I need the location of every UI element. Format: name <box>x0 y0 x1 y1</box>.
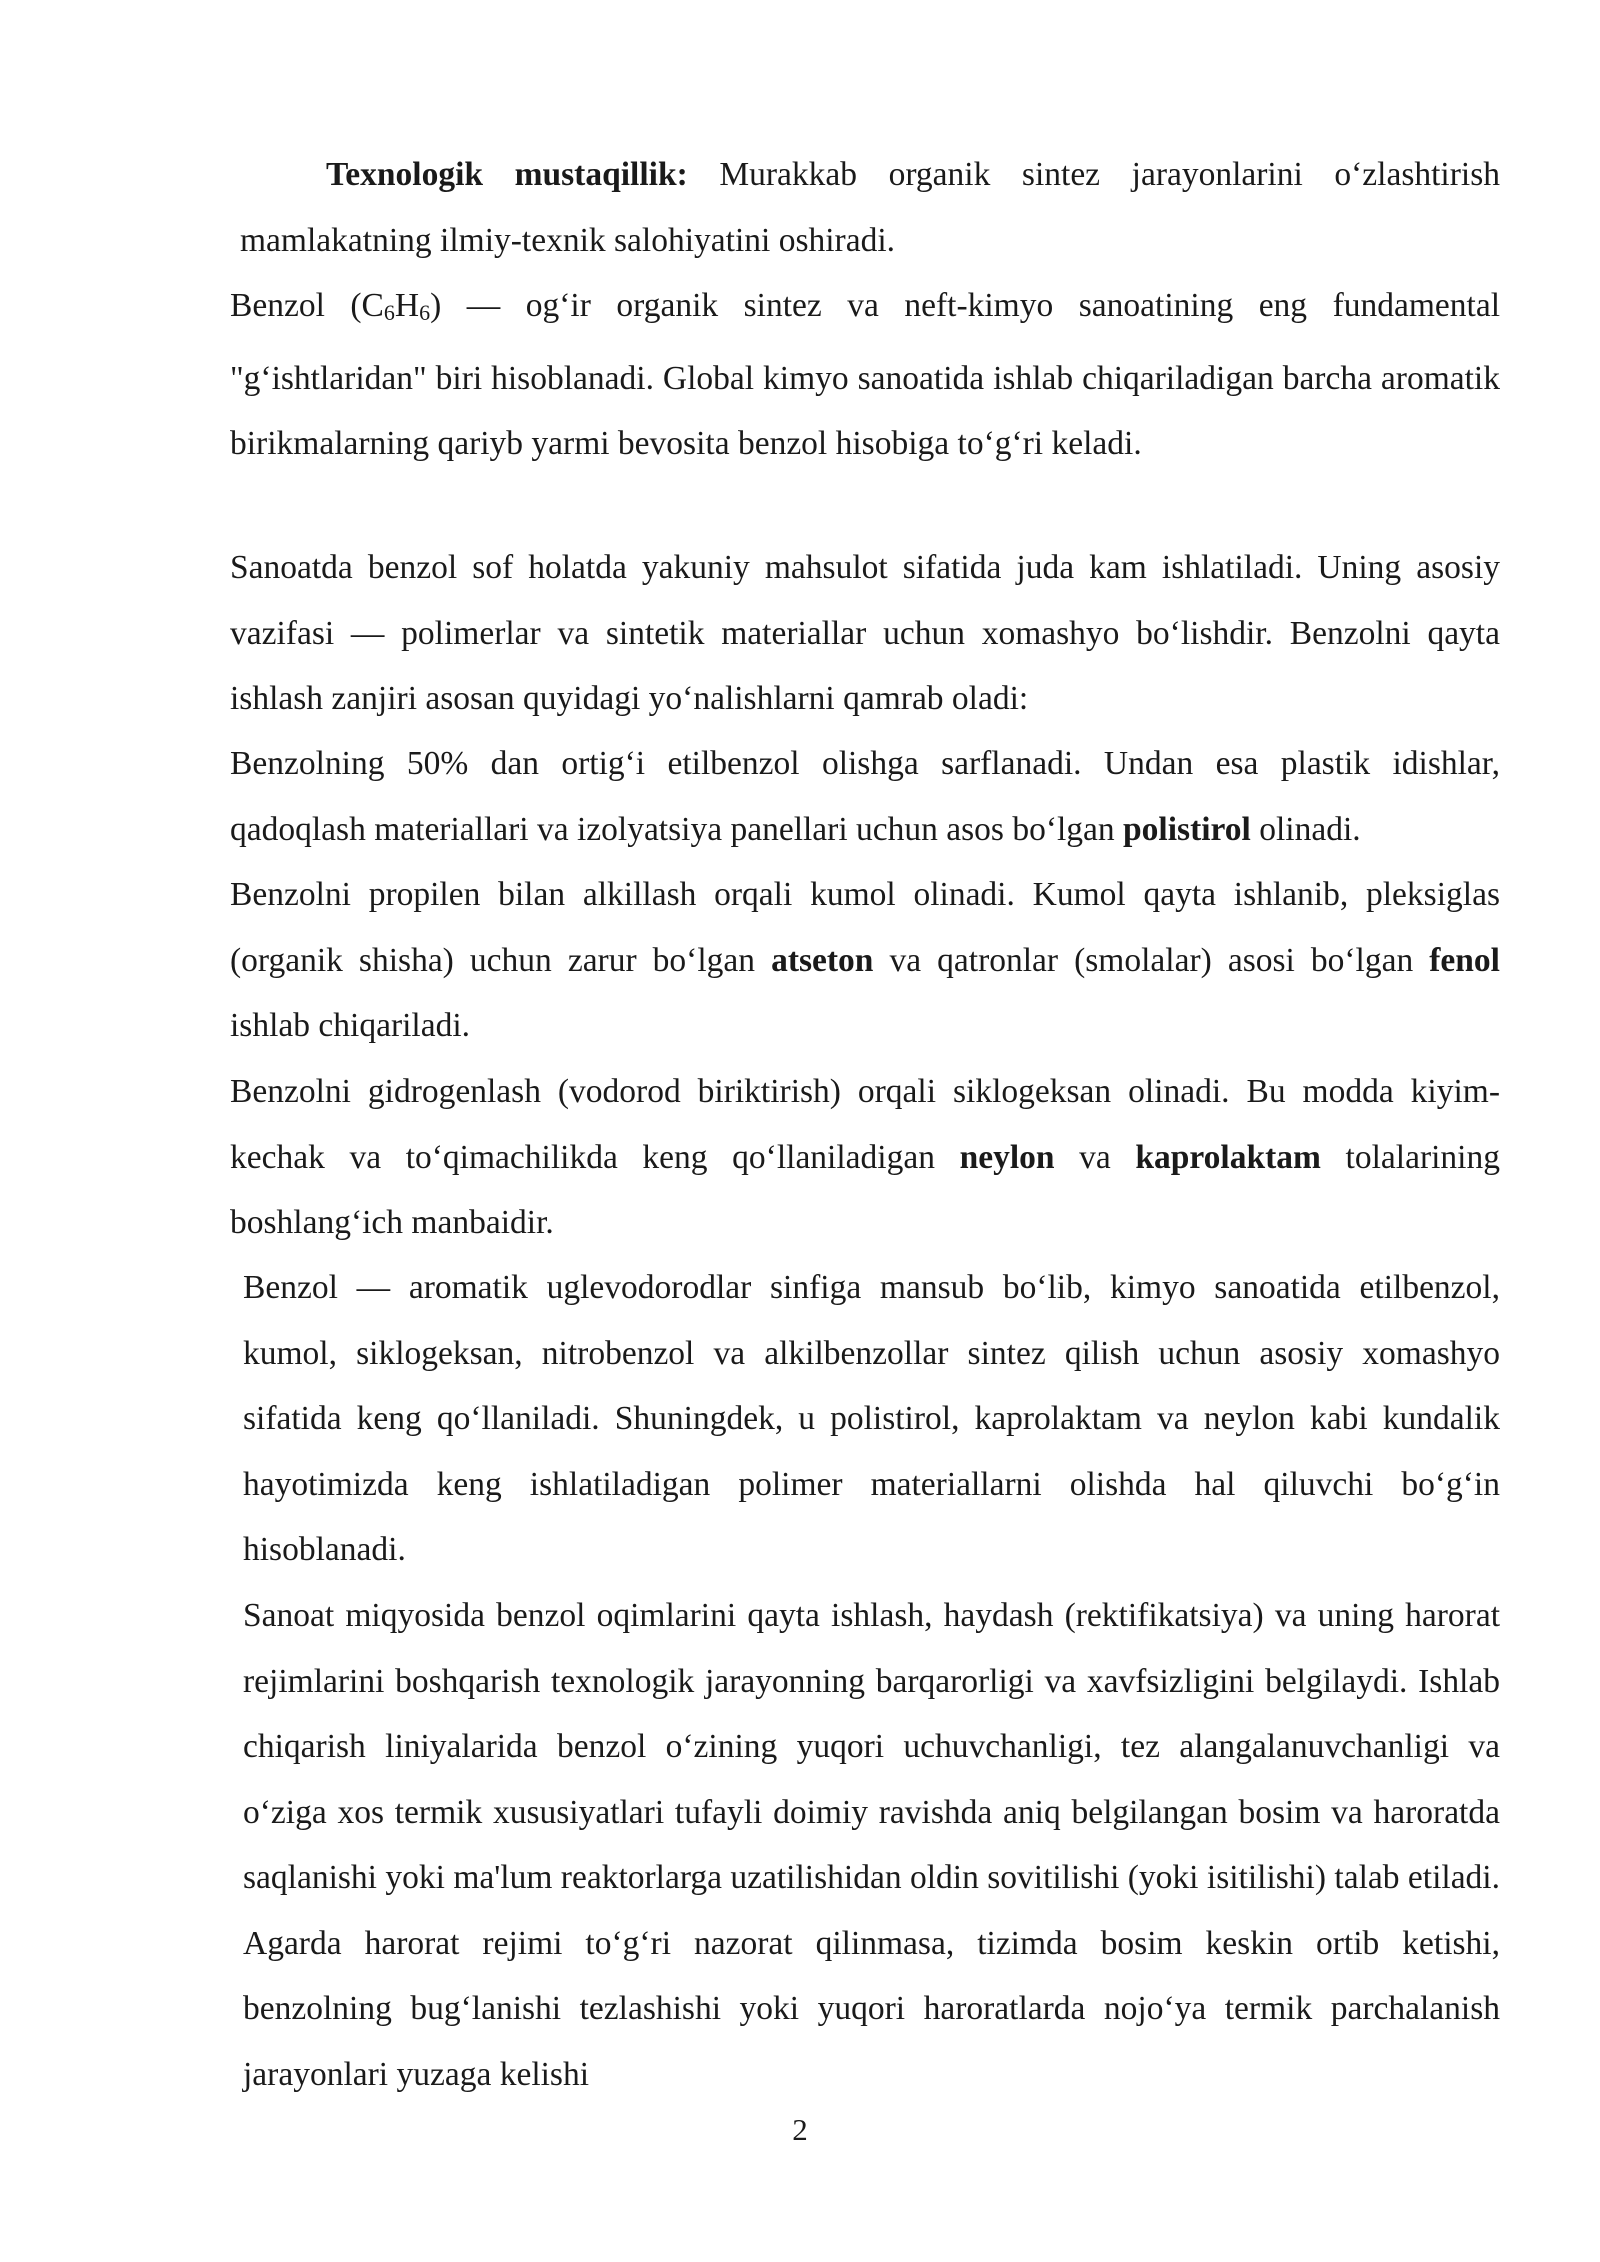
subscript: 6 <box>383 300 395 325</box>
paragraph-text: Sanoatda benzol sof holatda yakuniy mahsulot sifatida juda kam ishlatiladi. Uning asosiy vazifasi — polimerlar va sintetik materiallar uchun xomashyo bo‘lishdir. Benzolni qayta ishlash zanjiri asosan quyidagi yo‘nalishlarni qamrab oladi: <box>230 549 1500 717</box>
bold-term: neylon <box>959 1138 1055 1176</box>
paragraph-process-control <box>243 1583 1500 2107</box>
paragraph-text: olinadi. <box>1250 810 1361 848</box>
subscript: 6 <box>419 300 431 325</box>
paragraph-text: Benzolning 50% dan ortig‘i etilbenzol olishga sarflanadi. Undan esa plastik idishlar, qadoqlash materiallari va izolyatsiya panellari uchun asos bo‘lgan <box>230 745 1500 848</box>
paragraph-technological-independence <box>240 142 1500 273</box>
paragraph-industrial-use <box>230 535 1500 732</box>
paragraph-benzene-formula <box>230 273 1500 477</box>
paragraph-text: Benzolni gidrogenlash (vodorod biriktirish) orqali siklogeksan olinadi. Bu modda kiyim-kechak va to‘qimachilikda keng qo‘llaniladigan <box>230 1073 1500 1176</box>
bold-term: polistirol <box>1123 810 1251 848</box>
bold-term: atseton <box>771 941 874 979</box>
paragraph-ethylbenzene <box>230 731 1500 862</box>
paragraph-text: H <box>394 287 420 324</box>
paragraph-cyclohexane <box>230 1059 1500 1256</box>
paragraph-text: Benzol — aromatik uglevodorodlar sinfiga mansub bo‘lib, kimyo sanoatida etilbenzol, kumol, siklogeksan, nitrobenzol va alkilbenzollar sintez qilish uchun asosiy xomashyo sifatida keng qo‘llaniladi. Shuningdek, u polistirol, kaprolaktam va neylon kabi kundalik hayotimizda keng ishlatiladigan polimer materiallarni olishda hal qiluvchi bo‘g‘in hisoblanadi. <box>243 1269 1500 1568</box>
paragraph-cumene <box>230 862 1500 1059</box>
paragraph-text: Benzolni propilen bilan alkillash orqali kumol olinadi. Kumol qayta ishlanib, pleksiglas (organik shisha) uchun zarur bo‘lgan <box>230 876 1500 979</box>
bold-term: fenol <box>1429 941 1500 979</box>
page-number: 2 <box>792 2112 808 2147</box>
paragraph-text: va <box>1054 1138 1136 1176</box>
paragraph-text: Sanoat miqyosida benzol oqimlarini qayta ishlash, haydash (rektifikatsiya) va uning harorat rejimlarini boshqarish texnologik jarayonning barqarorligi va xavfsizligini belgilaydi. Ishlab chiqarish liniyalarida benzol o‘zining yuqori uchuvchanligi, tez alangalanuvchanligi va o‘ziga xos termik xususiyatlari tufayli doimiy ravishda aniq belgilangan bosim va haroratda saqlanishi yoki ma'lum reaktorlarga uzatilishidan oldin sovitilishi (yoki isitilishi) talab etiladi. Agarda harorat rejimi to‘g‘ri nazorat qilinmasa, tizimda bosim keskin ortib ketishi, benzolning bug‘lanishi tezlashishi yoki yuqori haroratlarda nojo‘ya termik parchalanish jarayonlari yuzaga kelishi <box>243 1597 1500 2093</box>
paragraph-text: va qatronlar (smolalar) asosi bo‘lgan <box>873 941 1430 979</box>
paragraph-text: tolalarining boshlang‘ich manbaidir. <box>230 1138 1500 1241</box>
paragraph-heading: Texnologik mustaqillik: <box>326 156 688 193</box>
paragraph-aromatic-hydrocarbons <box>243 1255 1500 1583</box>
bold-term: kaprolaktam <box>1135 1138 1321 1176</box>
paragraph-text: Benzol (C <box>230 287 384 324</box>
paragraph-text: ishlab chiqariladi. <box>230 1007 471 1044</box>
paragraph-text: Murakkab organik sintez jarayonlarini o‘zlashtirish mamlakatning ilmiy-texnik salohiyatini oshiradi. <box>240 156 1500 259</box>
paragraph-text: ) — og‘ir organik sintez va neft-kimyo sanoatining eng fundamental "g‘ishtlaridan" biri hisoblanadi. Global kimyo sanoatida ishlab chiqariladigan barcha aromatik birikmalarning qariyb yarmi bevosita benzol hisobiga to‘g‘ri keladi. <box>230 287 1500 462</box>
